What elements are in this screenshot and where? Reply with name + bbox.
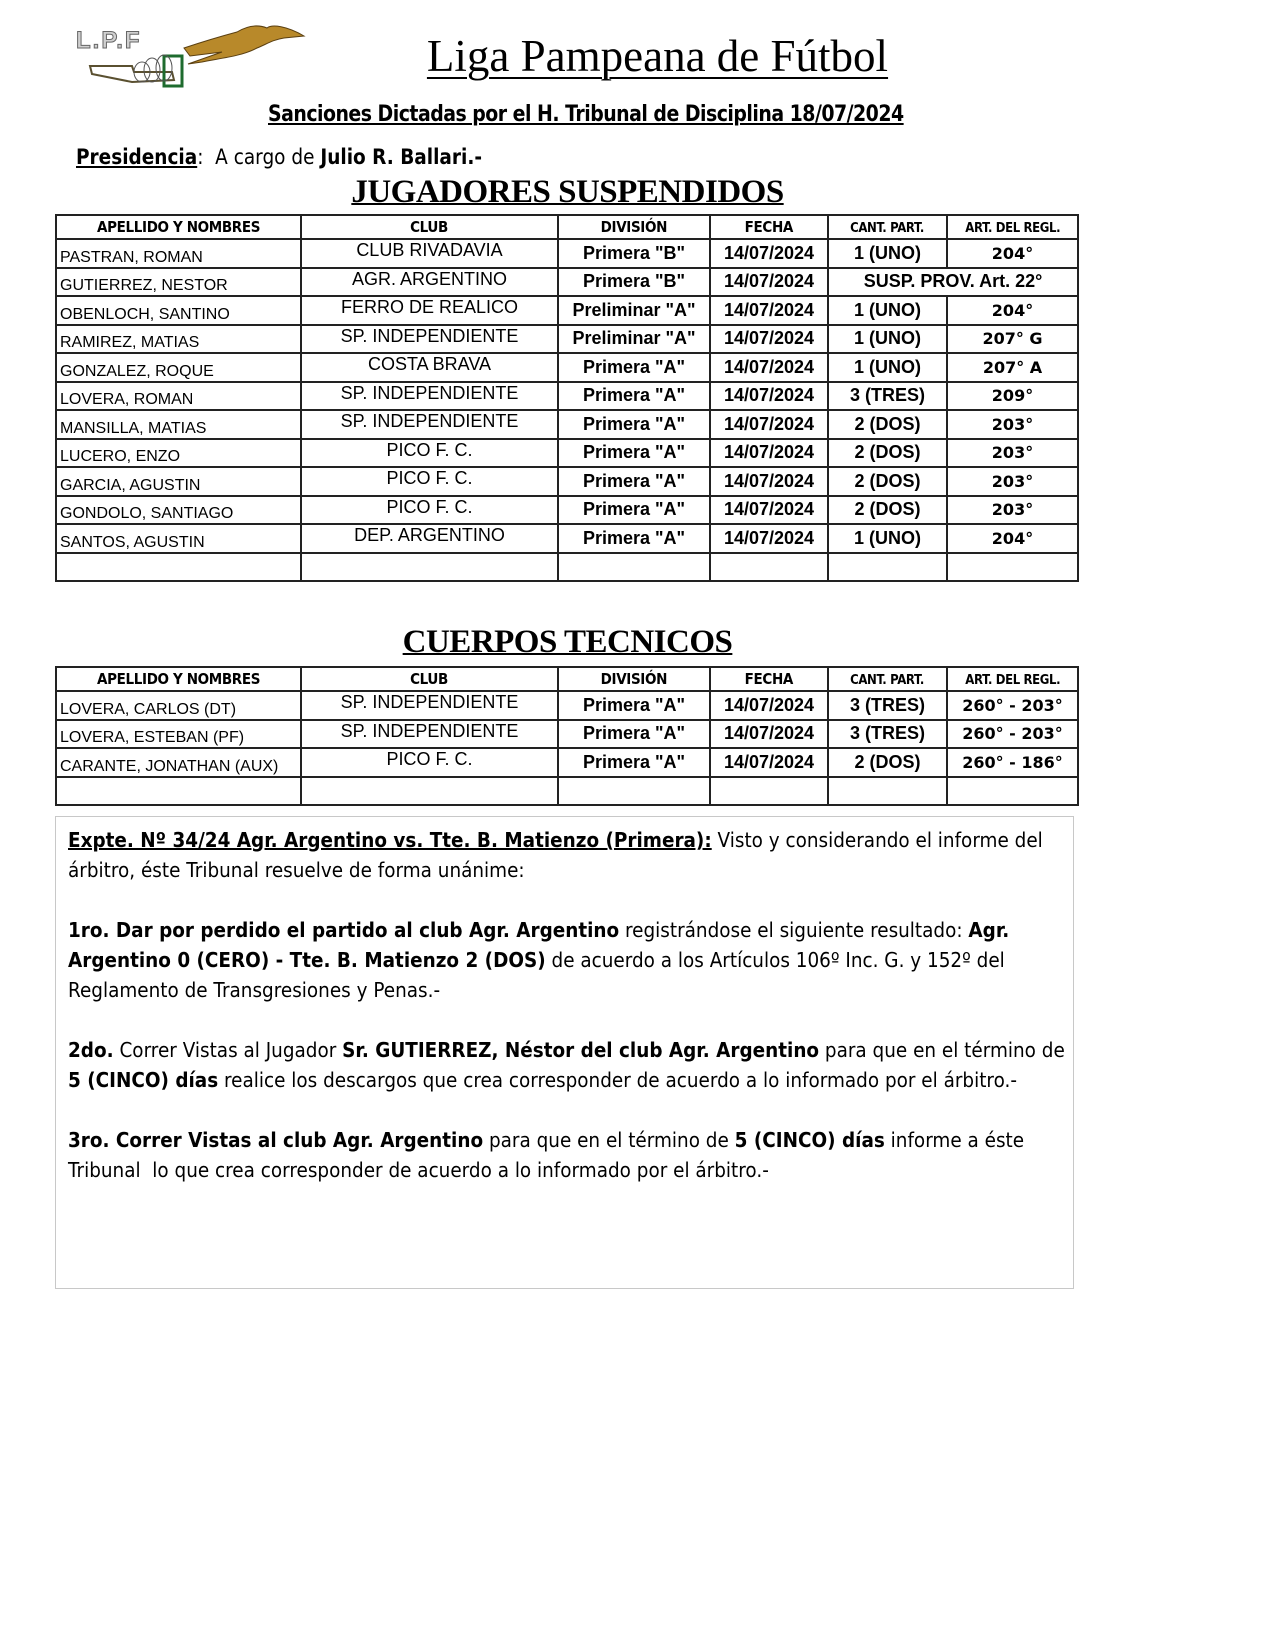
cell-cant-part: 3 (TRES) bbox=[828, 691, 947, 720]
cell-name: LOVERA, ESTEBAN (PF) bbox=[56, 720, 301, 749]
cell-art: 209° bbox=[947, 382, 1078, 411]
presidencia-text: : A cargo de bbox=[197, 145, 321, 169]
cell-cant-part: 2 (DOS) bbox=[828, 410, 947, 439]
cell-cant-part: 1 (UNO) bbox=[828, 524, 947, 553]
table-row bbox=[56, 720, 1078, 749]
cell-art bbox=[947, 777, 1078, 806]
cell-division bbox=[558, 777, 710, 806]
resolution-intro: Expte. Nº 34/24 Agr. Argentino vs. Tte. B. Matienzo (Primera): Visto y considerando el informe del árbitro, éste Tribunal resuelve de forma unánime: bbox=[68, 828, 1043, 882]
cell-name: SANTOS, AGUSTIN bbox=[56, 524, 301, 553]
cell-division: Primera "A" bbox=[558, 439, 710, 468]
col-header-division: DIVISIÓN bbox=[558, 667, 710, 691]
cell-club bbox=[301, 777, 558, 806]
cell-name: CARANTE, JONATHAN (AUX) bbox=[56, 748, 301, 777]
logo-text: L.P.F bbox=[76, 27, 142, 54]
table-row bbox=[56, 553, 1078, 582]
cell-art: 260° - 203° bbox=[947, 720, 1078, 749]
cell-fecha: 14/07/2024 bbox=[710, 268, 828, 297]
cell-art: 207° A bbox=[947, 353, 1078, 382]
cell-fecha: 14/07/2024 bbox=[710, 467, 828, 496]
table-row bbox=[56, 467, 1078, 496]
table-row bbox=[56, 439, 1078, 468]
cell-fecha: 14/07/2024 bbox=[710, 720, 828, 749]
cell-division: Primera "A" bbox=[558, 496, 710, 525]
cell-cant-part: 2 (DOS) bbox=[828, 748, 947, 777]
cell-fecha bbox=[710, 553, 828, 582]
col-header-art: ART. DEL REGL. bbox=[947, 215, 1078, 239]
table-row bbox=[56, 748, 1078, 777]
cell-division: Primera "A" bbox=[558, 748, 710, 777]
table-header-row bbox=[56, 215, 1078, 239]
table-row bbox=[56, 296, 1078, 325]
cell-name: GUTIERREZ, NESTOR bbox=[56, 268, 301, 297]
table-row bbox=[56, 777, 1078, 806]
cell-cant-part: 2 (DOS) bbox=[828, 496, 947, 525]
cell-club bbox=[301, 553, 558, 582]
cell-division: Primera "A" bbox=[558, 382, 710, 411]
table-row bbox=[56, 496, 1078, 525]
cell-name: RAMIREZ, MATIAS bbox=[56, 325, 301, 354]
table-row bbox=[56, 382, 1078, 411]
cell-club: SP. INDEPENDIENTE bbox=[301, 325, 558, 354]
cell-art: 203° bbox=[947, 410, 1078, 439]
cell-art: 260° - 186° bbox=[947, 748, 1078, 777]
cell-club: CLUB RIVADAVIA bbox=[301, 239, 558, 268]
page-title: Liga Pampeana de Fútbol bbox=[426, 31, 889, 81]
cell-cant-part: 1 (UNO) bbox=[828, 239, 947, 268]
cell-cant-part: 3 (TRES) bbox=[828, 720, 947, 749]
cell-fecha bbox=[710, 777, 828, 806]
cell-fecha: 14/07/2024 bbox=[710, 239, 828, 268]
cell-club: PICO F. C. bbox=[301, 748, 558, 777]
cell-fecha: 14/07/2024 bbox=[710, 439, 828, 468]
cell-club: DEP. ARGENTINO bbox=[301, 524, 558, 553]
cell-division: Primera "A" bbox=[558, 524, 710, 553]
col-header-name: APELLIDO Y NOMBRES bbox=[56, 667, 301, 691]
cell-art: 203° bbox=[947, 496, 1078, 525]
cell-name bbox=[56, 553, 301, 582]
cell-name: OBENLOCH, SANTINO bbox=[56, 296, 301, 325]
presidencia-label: Presidencia bbox=[76, 145, 198, 169]
staff-table bbox=[55, 666, 1079, 806]
col-header-cant: CANT. PART. bbox=[828, 215, 947, 239]
staff-section-title: CUERPOS TECNICOS bbox=[402, 624, 733, 660]
cell-name: GARCIA, AGUSTIN bbox=[56, 467, 301, 496]
cell-name: LUCERO, ENZO bbox=[56, 439, 301, 468]
col-header-division: DIVISIÓN bbox=[558, 215, 710, 239]
cell-club: PICO F. C. bbox=[301, 496, 558, 525]
cell-fecha: 14/07/2024 bbox=[710, 382, 828, 411]
resolution-point-3: 3ro. Correr Vistas al club Agr. Argentino para que en el término de 5 (CINCO) días informe a éste Tribunal lo que crea corresponder de acuerdo a lo informado por el árbitro.- bbox=[68, 1128, 1030, 1182]
cell-name: PASTRAN, ROMAN bbox=[56, 239, 301, 268]
table-row bbox=[56, 410, 1078, 439]
cell-cant-part bbox=[828, 777, 947, 806]
players-table bbox=[55, 214, 1079, 582]
col-header-club: CLUB bbox=[301, 667, 558, 691]
cell-name bbox=[56, 777, 301, 806]
resolution-box bbox=[55, 816, 1074, 1289]
players-section-title: JUGADORES SUSPENDIDOS bbox=[351, 174, 784, 210]
cell-name: MANSILLA, MATIAS bbox=[56, 410, 301, 439]
subtitle: Sanciones Dictadas por el H. Tribunal de Disciplina 18/07/2024 bbox=[268, 102, 904, 127]
cell-club: PICO F. C. bbox=[301, 439, 558, 468]
table-row bbox=[56, 691, 1078, 720]
cell-club: SP. INDEPENDIENTE bbox=[301, 382, 558, 411]
cell-division: Primera "A" bbox=[558, 410, 710, 439]
cell-division: Primera "B" bbox=[558, 239, 710, 268]
resolution-heading: Expte. Nº 34/24 Agr. Argentino vs. Tte. B. Matienzo (Primera): bbox=[68, 828, 712, 852]
col-header-fecha: FECHA bbox=[710, 215, 828, 239]
col-header-cant: CANT. PART. bbox=[828, 667, 947, 691]
table-row bbox=[56, 325, 1078, 354]
cell-art: 204° bbox=[947, 296, 1078, 325]
table-row bbox=[56, 239, 1078, 268]
table-row bbox=[56, 524, 1078, 553]
cell-fecha: 14/07/2024 bbox=[710, 524, 828, 553]
cell-club: FERRO DE REALICO bbox=[301, 296, 558, 325]
col-header-club: CLUB bbox=[301, 215, 558, 239]
cell-division bbox=[558, 553, 710, 582]
cell-division: Primera "A" bbox=[558, 467, 710, 496]
cell-cant-part: 1 (UNO) bbox=[828, 353, 947, 382]
cell-division: Preliminar "A" bbox=[558, 325, 710, 354]
table-header-row bbox=[56, 667, 1078, 691]
cell-cant-part: 1 (UNO) bbox=[828, 296, 947, 325]
cell-division: Primera "B" bbox=[558, 268, 710, 297]
cell-sanction-merged: SUSP. PROV. Art. 22° bbox=[828, 268, 1078, 297]
cell-cant-part: 3 (TRES) bbox=[828, 382, 947, 411]
cell-cant-part: 2 (DOS) bbox=[828, 467, 947, 496]
cell-art: 203° bbox=[947, 439, 1078, 468]
cell-division: Preliminar "A" bbox=[558, 296, 710, 325]
cell-club: SP. INDEPENDIENTE bbox=[301, 410, 558, 439]
cell-cant-part: 1 (UNO) bbox=[828, 325, 947, 354]
cell-art: 203° bbox=[947, 467, 1078, 496]
resolution-point-1: 1ro. Dar por perdido el partido al club Agr. Argentino registrándose el siguiente resultado: Agr. Argentino 0 (CERO) - Tte. B. Matienzo 2 (DOS) de acuerdo a los Artículos 106º Inc. G. y 152º del Reglamento de Transgresiones y Penas.- bbox=[68, 918, 1010, 1002]
cell-division: Primera "A" bbox=[558, 353, 710, 382]
table-row bbox=[56, 268, 1078, 297]
cell-fecha: 14/07/2024 bbox=[710, 296, 828, 325]
col-header-art: ART. DEL REGL. bbox=[947, 667, 1078, 691]
cell-name: LOVERA, CARLOS (DT) bbox=[56, 691, 301, 720]
col-header-name: APELLIDO Y NOMBRES bbox=[56, 215, 301, 239]
cell-fecha: 14/07/2024 bbox=[710, 748, 828, 777]
cell-fecha: 14/07/2024 bbox=[710, 325, 828, 354]
cell-fecha: 14/07/2024 bbox=[710, 691, 828, 720]
cell-division: Primera "A" bbox=[558, 691, 710, 720]
cell-division: Primera "A" bbox=[558, 720, 710, 749]
cell-club: SP. INDEPENDIENTE bbox=[301, 720, 558, 749]
cell-club: COSTA BRAVA bbox=[301, 353, 558, 382]
cell-art: 207° G bbox=[947, 325, 1078, 354]
cell-club: SP. INDEPENDIENTE bbox=[301, 691, 558, 720]
cell-fecha: 14/07/2024 bbox=[710, 353, 828, 382]
table-row bbox=[56, 353, 1078, 382]
cell-name: GONZALEZ, ROQUE bbox=[56, 353, 301, 382]
cell-art: 204° bbox=[947, 524, 1078, 553]
cell-art: 204° bbox=[947, 239, 1078, 268]
cell-cant-part bbox=[828, 553, 947, 582]
presidencia-name: Julio R. Ballari.- bbox=[320, 145, 483, 169]
cell-cant-part: 2 (DOS) bbox=[828, 439, 947, 468]
cell-fecha: 14/07/2024 bbox=[710, 496, 828, 525]
presidencia-line bbox=[76, 145, 482, 169]
cell-art bbox=[947, 553, 1078, 582]
cell-name: LOVERA, ROMAN bbox=[56, 382, 301, 411]
cell-club: AGR. ARGENTINO bbox=[301, 268, 558, 297]
cell-name: GONDOLO, SANTIAGO bbox=[56, 496, 301, 525]
cell-club: PICO F. C. bbox=[301, 467, 558, 496]
cell-art: 260° - 203° bbox=[947, 691, 1078, 720]
cell-fecha: 14/07/2024 bbox=[710, 410, 828, 439]
col-header-fecha: FECHA bbox=[710, 667, 828, 691]
resolution-point-2: 2do. Correr Vistas al Jugador Sr. GUTIERREZ, Néstor del club Agr. Argentino para que en el término de 5 (CINCO) días realice los descargos que crea corresponder de acuerdo a lo informado por el árbitro.- bbox=[68, 1038, 1065, 1092]
